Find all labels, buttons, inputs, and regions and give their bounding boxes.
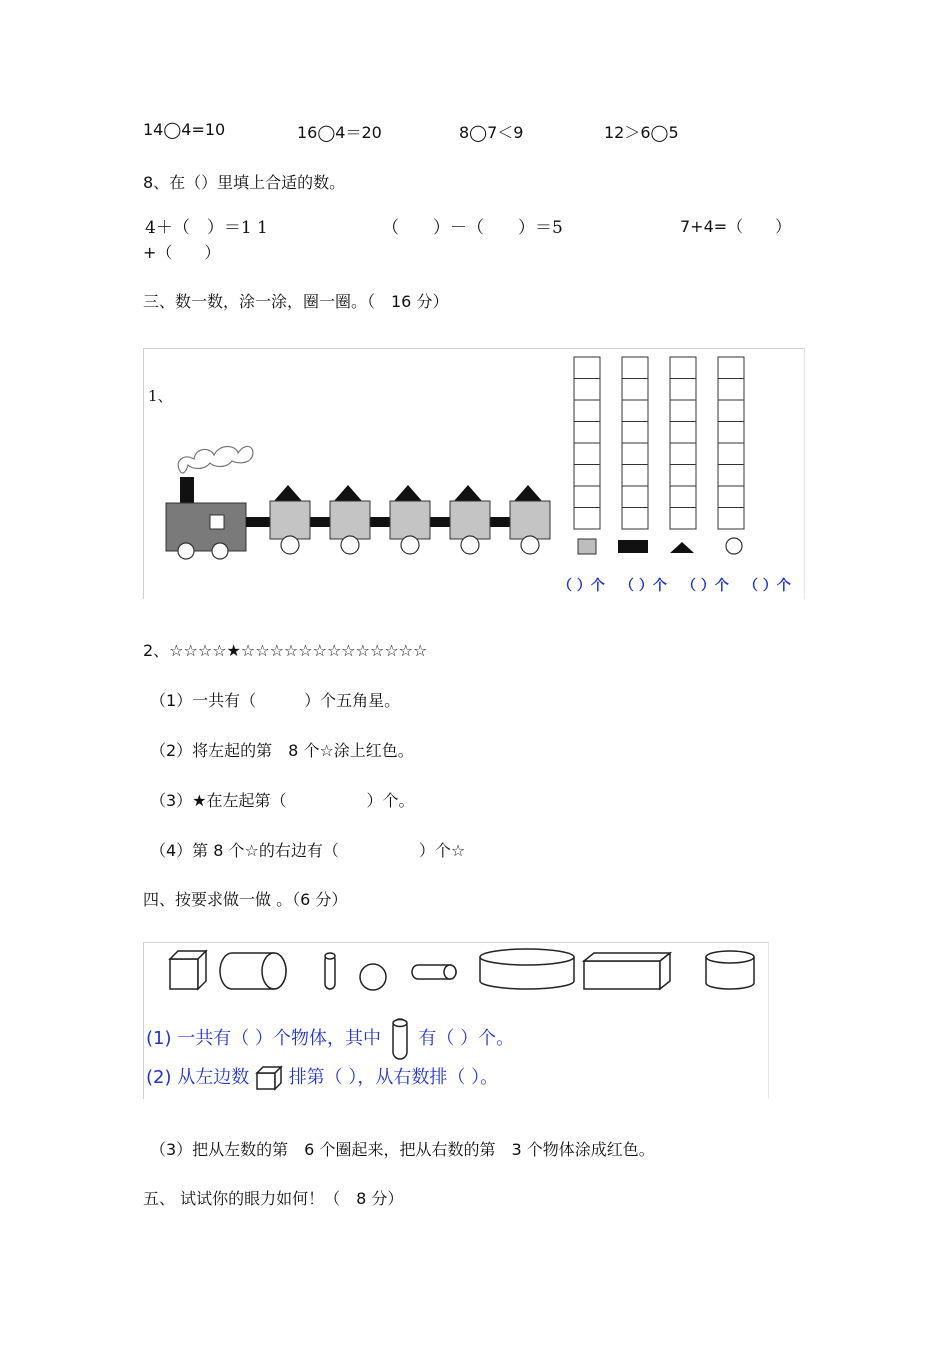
count-cell [622, 400, 648, 422]
triangle-shape-icon [670, 542, 694, 553]
count-cell [670, 465, 696, 487]
small-cylinder-icon [412, 965, 456, 979]
count-cell [574, 379, 600, 401]
q2-stars-title: 2、☆☆☆☆★☆☆☆☆☆☆☆☆☆☆☆☆☆ [143, 641, 428, 660]
section-3-title: 三、数一数，涂一涂，圈一圈。（ 16 分） [143, 292, 449, 311]
q8-equation-3: 7+4=（ ） [680, 217, 792, 236]
count-label-2: （ ）个 [620, 578, 667, 594]
count-cell [622, 486, 648, 508]
count-cell [670, 422, 696, 444]
chimney-shape [180, 477, 194, 503]
solids-question-2 [146, 1063, 498, 1091]
square-shape-icon [578, 539, 596, 554]
count-label-1: （ ）个 [558, 578, 605, 594]
count-cell [574, 465, 600, 487]
solids-question-1 [146, 1017, 514, 1061]
count-label-4: （ ）个 [744, 578, 791, 594]
count-cell [574, 422, 600, 444]
flat-cylinder-icon [480, 949, 574, 989]
count-cell [718, 443, 744, 465]
count-cell [670, 443, 696, 465]
engine-window [210, 515, 224, 529]
sphere-icon [360, 964, 386, 990]
q8-equation-1: 4＋（ ）＝1 1 [145, 218, 268, 238]
thin-cylinder-icon [325, 953, 335, 989]
q8-equation-3-continued: +（ ） [143, 243, 221, 262]
count-cell [622, 422, 648, 444]
shape-legend [564, 535, 804, 565]
count-cell [718, 400, 744, 422]
compare-item-2: 16◯4＝20 [297, 123, 382, 142]
count-cell [670, 400, 696, 422]
train-car-3 [390, 485, 430, 539]
cube-inline-icon [255, 1065, 283, 1091]
count-cell [718, 422, 744, 444]
q8-title: 8、在（）里填上合适的数。 [143, 173, 346, 192]
count-cell [574, 357, 600, 379]
count-cell [718, 465, 744, 487]
train-car-5 [510, 485, 550, 539]
train-car-2 [330, 485, 370, 539]
cube-icon [170, 951, 206, 989]
count-label-3: （ ）个 [682, 578, 729, 594]
cuboid-icon [584, 953, 670, 989]
count-cell [670, 508, 696, 530]
compare-item-4: 12＞6◯5 [604, 123, 679, 142]
compare-item-1: 14◯4=10 [143, 120, 226, 139]
count-cell [718, 357, 744, 379]
count-cell [574, 400, 600, 422]
q2-item-3: （3）★在左起第（ ）个。 [150, 791, 415, 810]
count-cell [670, 486, 696, 508]
engine-shape [166, 503, 246, 551]
count-cell [718, 508, 744, 530]
train-car-1 [270, 485, 310, 539]
solids-q1-part-a: (1) 一共有（ ）个物体，其中 [146, 1028, 381, 1049]
smoke-icon [178, 446, 253, 473]
count-cell [574, 508, 600, 530]
compare-item-3: 8◯7＜9 [459, 123, 524, 142]
train-car-4 [450, 485, 490, 539]
count-cell [622, 508, 648, 530]
solids-row [144, 943, 768, 1003]
solids-figure-panel [143, 942, 769, 1099]
solids-q1-part-b: 有（ ）个。 [418, 1028, 515, 1049]
rectangle-shape-icon [618, 540, 648, 553]
short-cylinder-icon [706, 951, 754, 989]
train-figure-panel [143, 348, 805, 599]
count-column-2 [622, 357, 648, 529]
circle-shape-icon [726, 538, 742, 554]
count-cell [622, 379, 648, 401]
count-cell [718, 486, 744, 508]
count-cell [670, 379, 696, 401]
q2-item-4: （4）第 8 个☆的右边有（ ）个☆ [150, 841, 466, 860]
figure-label: 1、 [148, 387, 173, 405]
horizontal-cylinder-icon [220, 953, 286, 989]
counting-grid [564, 349, 804, 559]
train-drawing [144, 349, 564, 569]
solids-q2-part-a: (2) 从左边数 [146, 1067, 250, 1088]
count-column-1 [574, 357, 600, 529]
q2-item-2: （2）将左起的第 8 个☆涂上红色。 [150, 741, 414, 760]
count-cell [670, 357, 696, 379]
section-5-title: 五、 试试你的眼力如何！（ 8 分） [143, 1189, 404, 1208]
q8-equation-2: （ ）－（ ）＝5 [382, 218, 563, 238]
count-cell [622, 465, 648, 487]
count-cell [718, 379, 744, 401]
count-cell [622, 443, 648, 465]
thin-cylinder-inline-icon [389, 1017, 411, 1061]
section-4-title: 四、按要求做一做 。（6 分） [143, 890, 348, 909]
count-column-4 [718, 357, 744, 529]
solids-q2-part-b: 排第（ ），从右数排（ ）。 [288, 1067, 499, 1088]
section-4-q3: （3）把从左数的第 6 个圈起来，把从右数的第 3 个物体涂成红色。 [150, 1140, 655, 1159]
count-cell [574, 443, 600, 465]
count-column-3 [670, 357, 696, 529]
count-cell [622, 357, 648, 379]
count-cell [574, 486, 600, 508]
q2-item-1: （1）一共有（ ）个五角星。 [150, 691, 401, 710]
